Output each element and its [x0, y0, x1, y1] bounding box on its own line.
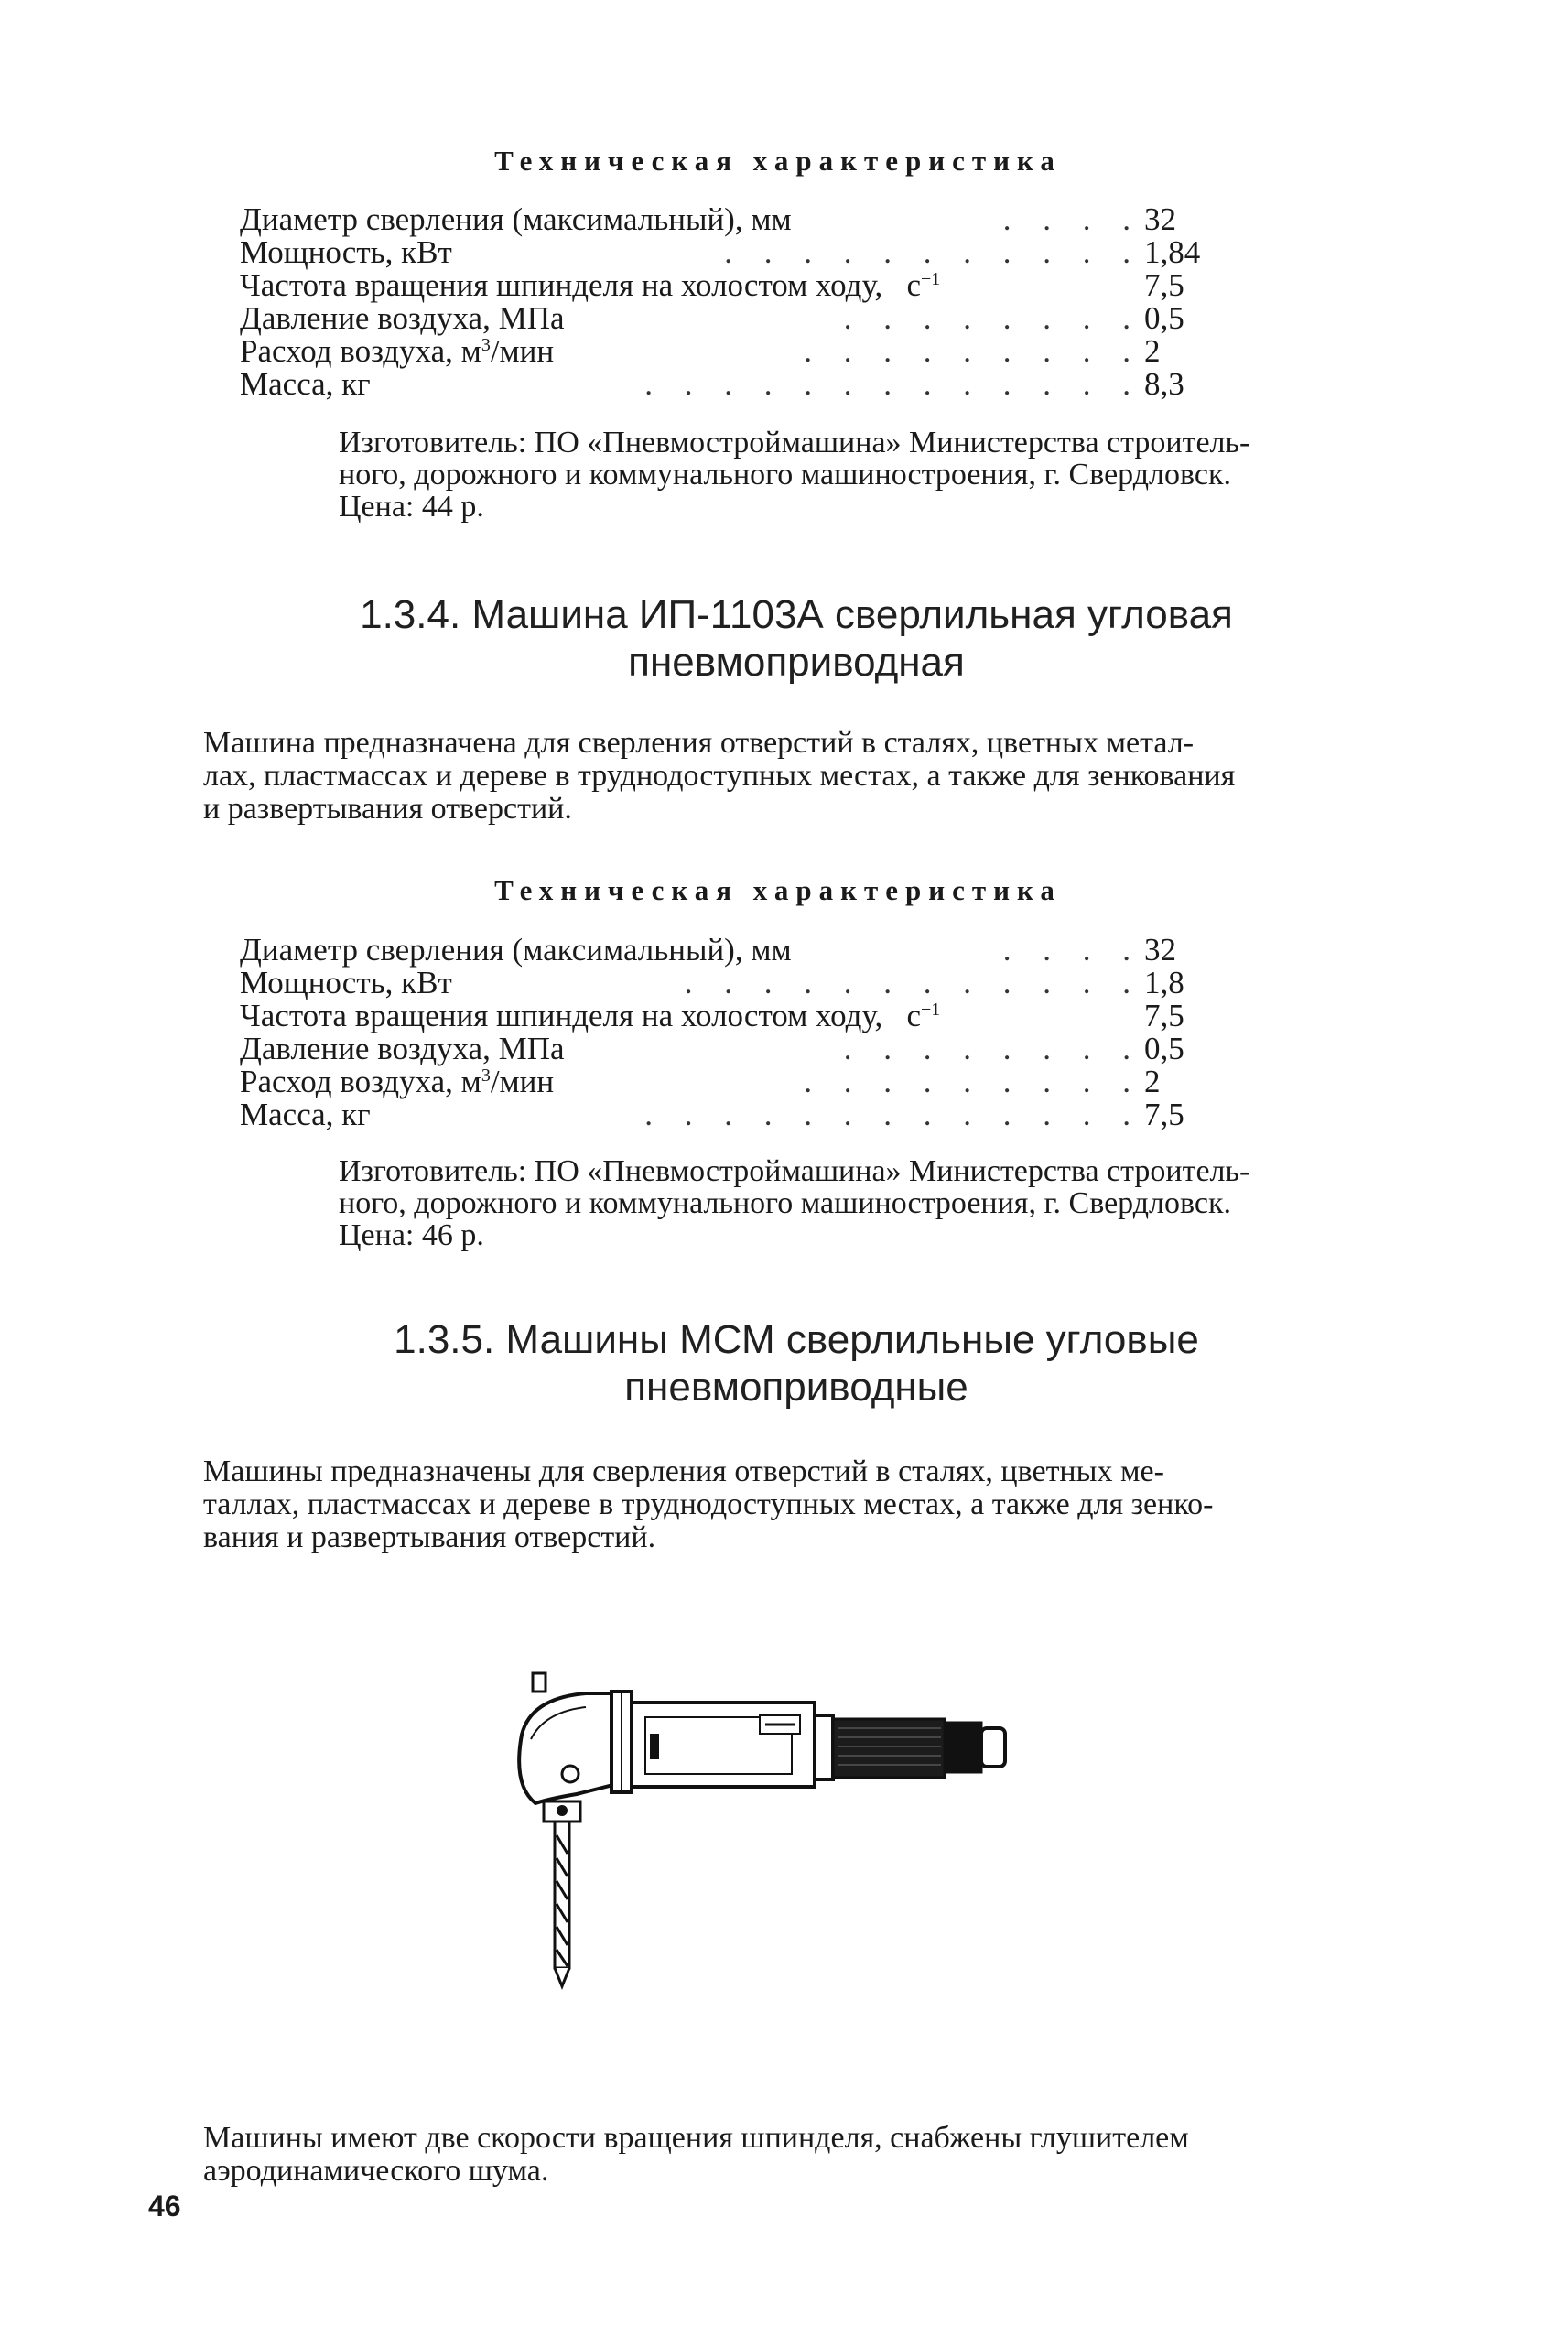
spec-row: [240, 236, 1210, 269]
price: Цена: 44 р.: [339, 490, 484, 524]
spec-row: [240, 302, 1210, 335]
spec-label: Частота вращения шпинделя на холостом ходу, $с^{-1}$: [240, 998, 941, 1033]
section-title-134: 1.3.4. Машина ИП-1103А сверлильная угловая пневмоприводная: [360, 592, 1233, 685]
manufacturer-block-1: [339, 427, 1419, 523]
manufacturer-text: ного, дорожного и коммунального машиностроения, г. Свердловск.: [339, 458, 1231, 492]
dot-leader: . . . .: [1002, 932, 1142, 968]
spec-value: 7,5: [1144, 1097, 1184, 1132]
spec-value: 8,3: [1144, 366, 1184, 402]
spec-value: 2: [1144, 1064, 1161, 1099]
spec-label: Диаметр сверления (максимальный), мм: [240, 201, 792, 237]
spec-table-2: [240, 934, 1210, 1131]
spec-label: Частота вращения шпинделя на холостом ходу, $с^{-1}$: [240, 267, 941, 303]
spec-row: [240, 335, 1210, 368]
spec-row: [240, 1065, 1210, 1098]
spec-label: Расход воздуха, $м^3$/мин: [240, 1064, 555, 1099]
spec-row: [240, 1033, 1210, 1065]
spec-row: [240, 203, 1210, 236]
dot-leader: . . . . . . . .: [843, 1031, 1142, 1066]
manufacturer-text: ного, дорожного и коммунального машиностроения, г. Свердловск.: [339, 1186, 1231, 1220]
dot-leader: . . . .: [1002, 201, 1142, 237]
dot-leader: . . . . . . . . .: [804, 333, 1142, 369]
spec-unit: с: [906, 267, 922, 303]
dot-leader: . . . . . . . . . . .: [724, 234, 1142, 270]
section-134-intro: Машина предназначена для сверления отверстий в сталях, цветных метал- лах, пластмассах и дереве в труднодоступных местах, а также для зенкования и развертывания отверстий.: [203, 726, 1236, 826]
spec-value: 7,5: [1144, 998, 1184, 1033]
manufacturer-text: Изготовитель: ПО «Пневмостроймашина» Министерства строитель-: [339, 1154, 1250, 1188]
spec-row: [240, 934, 1210, 967]
dot-leader: . . . . . . . . . . . . .: [644, 366, 1142, 402]
spec-value: 0,5: [1144, 300, 1184, 336]
spec-value: 1,8: [1144, 965, 1184, 1000]
section-135-intro: Машины предназначены для сверления отверстий в сталях, цветных ме- таллах, пластмассах и дереве в труднодоступных местах, а также для зенко- вания и развертывания отверстий.: [203, 1454, 1214, 1554]
page-number: 46: [148, 2190, 181, 2222]
spec-label: Масса, кг: [240, 1097, 371, 1132]
section-title-135: 1.3.5. Машины МСМ сверлильные угловые пневмоприводные: [394, 1317, 1199, 1410]
spec-row: [240, 967, 1210, 1000]
spec-label: Диаметр сверления (максимальный), мм: [240, 932, 792, 968]
spec-label: Масса, кг: [240, 366, 371, 402]
spec-label: Давление воздуха, МПа: [240, 1031, 565, 1066]
spec-label: Давление воздуха, МПа: [240, 300, 565, 336]
dot-leader: . . . . . . . .: [843, 300, 1142, 336]
spec-value: 32: [1144, 201, 1176, 237]
spec-label: Расход воздуха, $м^3$/мин: [240, 333, 555, 369]
spec-label: Мощность, кВт: [240, 234, 452, 270]
manufacturer-text: Изготовитель: ПО «Пневмостроймашина» Министерства строитель-: [339, 426, 1250, 460]
dot-leader: . . . . . . . . . . . .: [684, 965, 1142, 1000]
dot-leader: . . . . . . . . .: [804, 1064, 1142, 1099]
spec-row: [240, 269, 1210, 302]
spec-unit: с: [906, 998, 922, 1033]
spec-heading-2: Техническая характеристика: [494, 874, 1062, 906]
spec-value: 32: [1144, 932, 1176, 968]
section-135-closing: Машины имеют две скорости вращения шпинделя, снабжены глушителем аэродинамического шума.: [203, 2121, 1189, 2188]
spec-row: [240, 368, 1210, 401]
price: Цена: 46 р.: [339, 1218, 484, 1252]
spec-row: [240, 1000, 1210, 1033]
spec-table-1: [240, 203, 1210, 401]
spec-value: 2: [1144, 333, 1161, 369]
spec-value: 7,5: [1144, 267, 1184, 303]
angle-drill-illustration-icon: [494, 1666, 1080, 2032]
spec-row: [240, 1098, 1210, 1131]
spec-label: Мощность, кВт: [240, 965, 452, 1000]
manufacturer-block-2: [339, 1155, 1419, 1251]
spec-heading-1: Техническая характеристика: [494, 145, 1062, 177]
dot-leader: . . . . . . . . . . . . .: [644, 1097, 1142, 1132]
spec-value: 1,84: [1144, 234, 1201, 270]
spec-value: 0,5: [1144, 1031, 1184, 1066]
